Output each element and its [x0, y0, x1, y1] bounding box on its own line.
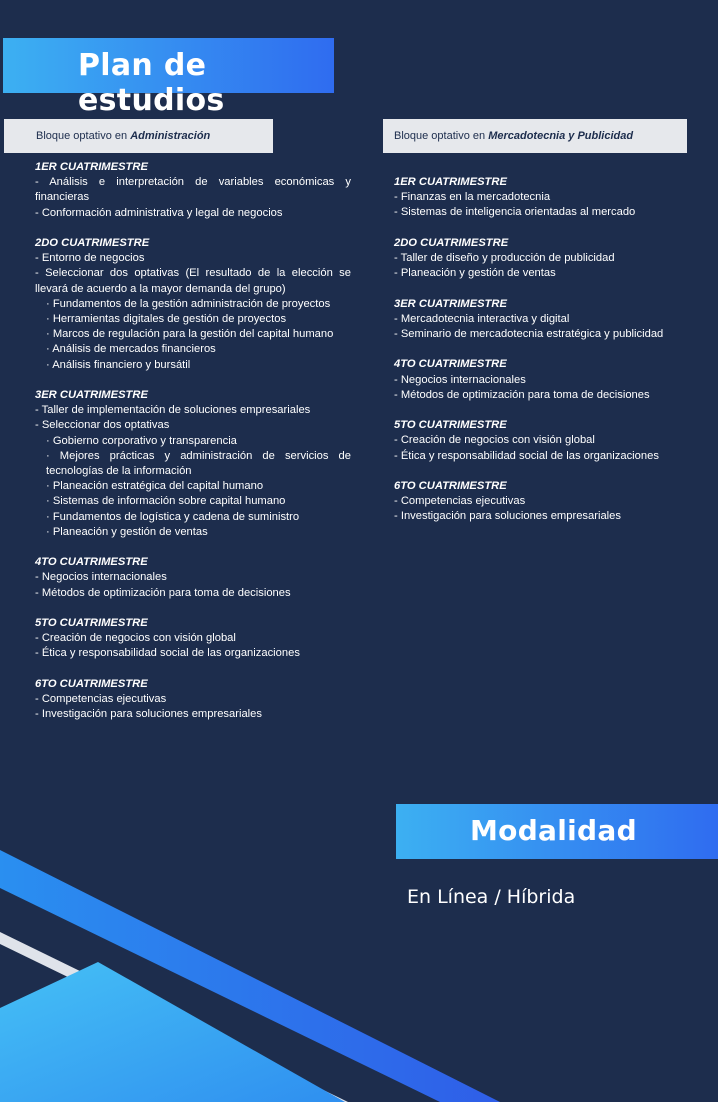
modalidad-banner: [396, 804, 718, 859]
course-item: - Competencias ejecutivas: [35, 693, 167, 706]
course-item: - Negocios internacionales: [35, 571, 167, 584]
semester-block: [35, 616, 351, 662]
semester-title: 2DO CUATRIMESTRE: [394, 236, 509, 249]
semester-title: 2DO CUATRIMESTRE: [35, 237, 150, 249]
bloque-name: Administración: [130, 130, 211, 142]
course-item: - Métodos de optimización para toma de decisiones: [35, 586, 291, 599]
modalidad-value: En Línea / Híbrida: [407, 886, 576, 908]
semester-title: 4TO CUATRIMESTRE: [394, 358, 507, 371]
mercadotecnia-curriculum: [394, 175, 714, 540]
semester-block: [35, 677, 351, 723]
course-item: - Taller de implementación de soluciones empresariales: [35, 404, 311, 417]
bloque-prefix: Bloque optativo en: [394, 130, 489, 142]
optional-course-item: · Marcos de regulación para la gestión del capital humano: [46, 328, 334, 341]
semester-title: 3ER CUATRIMESTRE: [394, 297, 507, 310]
semester-title: 3ER CUATRIMESTRE: [35, 389, 148, 402]
page-title: Plan de estudios: [78, 48, 225, 118]
course-item: - Mercadotecnia interactiva y digital: [394, 312, 570, 325]
light-blue-triangle-shape: [0, 962, 345, 1102]
course-item: - Entorno de negocios: [35, 252, 145, 265]
semester-title: 4TO CUATRIMESTRE: [35, 556, 148, 569]
semester-block: [394, 479, 714, 525]
course-item: - Investigación para soluciones empresariales: [394, 510, 621, 523]
optional-course-item: · Mejores prácticas y administración de servicios de tecnologías de la información: [46, 449, 351, 478]
course-item: - Ética y responsabilidad social de las organizaciones: [35, 647, 300, 660]
course-item: - Ética y responsabilidad social de las organizaciones: [394, 449, 659, 462]
course-item: - Creación de negocios con visión global: [35, 632, 236, 645]
bloque-mercadotecnia-label: [383, 119, 687, 153]
course-item: - Finanzas en la mercadotecnia: [394, 191, 551, 204]
semester-title: 1ER CUATRIMESTRE: [394, 176, 507, 188]
course-item: - Competencias ejecutivas: [394, 495, 526, 508]
administracion-curriculum: [35, 160, 351, 738]
semester-title: 5TO CUATRIMESTRE: [35, 617, 148, 630]
optional-course-item: · Herramientas digitales de gestión de proyectos: [46, 313, 287, 326]
optional-course-item: · Gobierno corporativo y transparencia: [46, 434, 237, 447]
optional-course-item: · Fundamentos de logística y cadena de suministro: [46, 510, 300, 523]
course-item: - Análisis e interpretación de variables económicas y financieras: [35, 176, 351, 204]
course-item: - Conformación administrativa y legal de negocios: [35, 206, 283, 219]
optional-course-item: · Sistemas de información sobre capital humano: [46, 495, 286, 508]
course-item: - Métodos de optimización para toma de decisiones: [394, 388, 650, 401]
course-item: - Seminario de mercadotecnia estratégica y publicidad: [394, 328, 664, 340]
semester-title: 6TO CUATRIMESTRE: [35, 677, 148, 690]
optional-course-item: · Planeación y gestión de ventas: [46, 525, 208, 538]
course-item: - Seleccionar dos optativas (El resultado de la elección se llevará de acuerdo a la mayor demanda del grupo): [35, 267, 351, 295]
bloque-name: Mercadotecnia y Publicidad: [488, 130, 634, 142]
semester-block: [394, 357, 714, 403]
course-item: - Negocios internacionales: [394, 373, 526, 386]
course-item: - Sistemas de inteligencia orientadas al mercado: [394, 206, 636, 219]
semester-title: 6TO CUATRIMESTRE: [394, 479, 507, 492]
course-item: - Creación de negocios con visión global: [394, 434, 595, 447]
optional-course-item: · Análisis financiero y bursátil: [46, 358, 191, 371]
course-item: - Investigación para soluciones empresariales: [35, 708, 262, 721]
semester-title: 5TO CUATRIMESTRE: [394, 419, 507, 432]
semester-block: [394, 418, 714, 464]
bloque-prefix: Bloque optativo en: [36, 130, 131, 142]
course-item: - Seleccionar dos optativas: [35, 419, 170, 432]
semester-title: 1ER CUATRIMESTRE: [35, 161, 148, 173]
optional-course-item: · Fundamentos de la gestión administración de proyectos: [46, 297, 331, 310]
course-item: - Planeación y gestión de ventas: [394, 267, 556, 280]
semester-block: [35, 160, 351, 221]
optional-course-item: · Análisis de mercados financieros: [46, 343, 216, 356]
course-item: - Taller de diseño y producción de publicidad: [394, 252, 615, 264]
plan-de-estudios-banner: [3, 38, 334, 118]
semester-block: [35, 555, 351, 601]
semester-block: [394, 297, 714, 343]
semester-block: [394, 175, 714, 221]
bloque-administracion-label: [4, 119, 273, 153]
semester-block: [35, 236, 351, 373]
modalidad-title: Modalidad: [470, 814, 637, 847]
semester-block: [35, 388, 351, 540]
optional-course-item: · Planeación estratégica del capital humano: [46, 480, 264, 493]
semester-block: [394, 236, 714, 282]
